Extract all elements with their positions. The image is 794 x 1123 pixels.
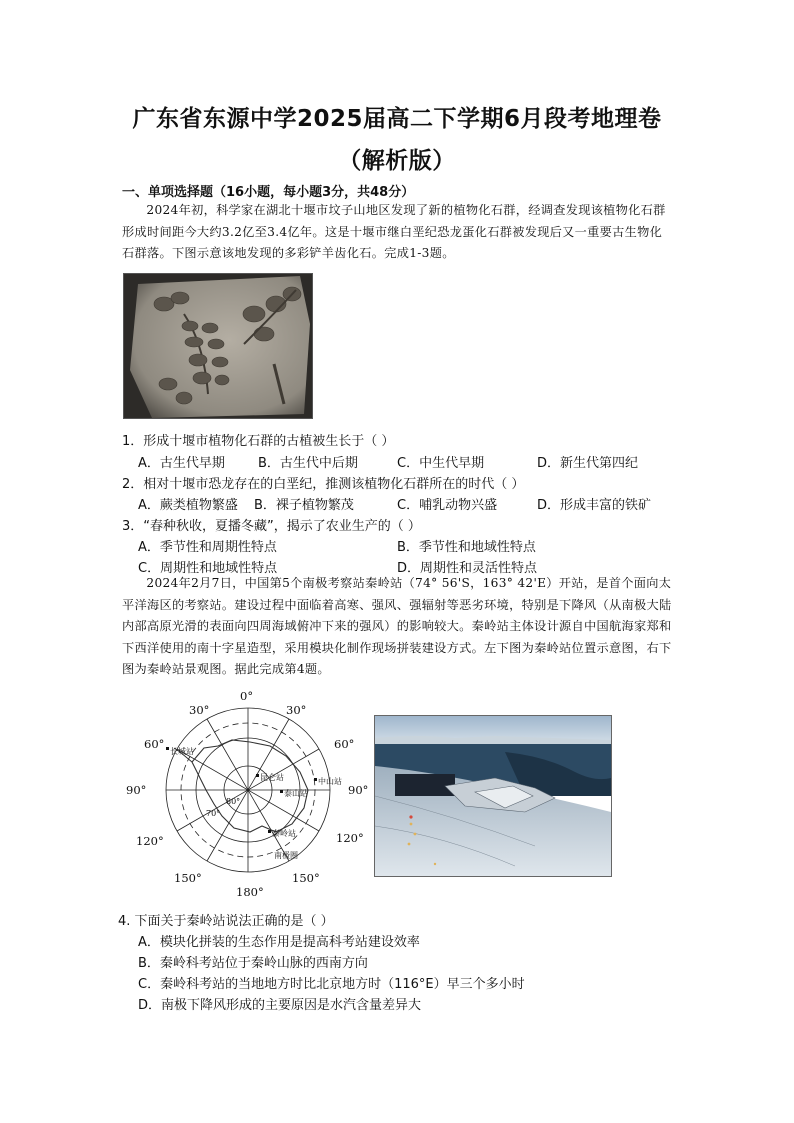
q3-option-c[interactable]: C．周期性和地域性特点: [138, 561, 278, 576]
lon-label-30e: 30°: [286, 703, 307, 717]
lon-label-90e: 90°: [348, 783, 369, 797]
lon-label-150w: 150°: [174, 871, 202, 885]
fern-fossil-image: [123, 273, 313, 419]
zhongshan-marker: [314, 778, 317, 781]
question-1: 1．形成十堰市植物化石群的古植被生长于（ ）: [122, 434, 395, 449]
lon-label-0: 0°: [240, 689, 254, 703]
question-3: 3．“春种秋收，夏播冬藏”，揭示了农业生产的（ ）: [122, 519, 421, 534]
q4-option-b[interactable]: B．秦岭科考站位于秦岭山脉的西南方向: [138, 956, 368, 971]
lon-label-180: 180°: [236, 885, 264, 898]
antarctic-circle-label: 南极圈: [274, 851, 298, 860]
lon-label-150e: 150°: [292, 871, 320, 885]
fossil-drawing: [124, 274, 312, 418]
qinling-station-photo: [374, 715, 612, 877]
polar-map-svg: [122, 686, 372, 898]
station-kunlun: 昆仑站: [260, 773, 284, 782]
q1-option-c[interactable]: C．中生代早期: [397, 456, 485, 471]
lon-label-120e: 120°: [336, 831, 364, 845]
lon-label-90w: 90°: [126, 783, 147, 797]
q3-option-a[interactable]: A．季节性和周期性特点: [138, 540, 277, 555]
q2-option-a[interactable]: A．蕨类植物繁盛: [138, 498, 238, 513]
qinling-marker: [268, 830, 271, 833]
qinling-station-location-map: [122, 686, 372, 898]
taishan-marker: [280, 790, 283, 793]
station-qinling: 秦岭站: [272, 829, 296, 838]
q1-option-b[interactable]: B．古生代中后期: [258, 456, 358, 471]
changcheng-marker: [166, 747, 169, 750]
section-heading: 一、单项选择题（16小题，每小题3分，共48分）: [122, 185, 415, 200]
lon-label-30w: 30°: [189, 703, 210, 717]
passage-1: 2024年初，科学家在湖北十堰市坟子山地区发现了新的植物化石群，经调查发现该植物化石群形成时间距今大约3.2亿至3.4亿年。这是十堰市继白垩纪恐龙蛋化石群被发现后又一重要古生物化石群落。下图示意该地发现的多彩铲羊齿化石。完成1-3题。: [122, 203, 666, 260]
station-scene-svg: [375, 716, 611, 876]
q2-option-c[interactable]: C．哺乳动物兴盛: [397, 498, 498, 513]
q1-option-d[interactable]: D．新生代第四纪: [537, 456, 639, 471]
lon-label-120w: 120°: [136, 834, 164, 848]
station-taishan: 泰山站: [284, 789, 308, 798]
lat-label-80: 80°: [226, 797, 241, 806]
passage-2: 2024年2月7日，中国第5个南极考察站秦岭站（74° 56'S，163° 42'E）开站，是首个面向太平洋海区的考察站。建设过程中面临着高寒、强风、强辐射等恶劣环境，特别是下降风（从南极大陆内部高原光滑的表面向四周海域俯冲下来的强风）的影响较大。秦岭站主体设计源自中国航海家郑和下西洋使用的南十字星造型，采用模块化制作现场拼装建设方式。左下图为秦岭站位置示意图，右下图为秦岭站景观图。据此完成第4题。: [122, 576, 672, 676]
q3-option-b[interactable]: B．季节性和地域性特点: [397, 540, 536, 555]
lat-label-70: 70°: [206, 809, 221, 818]
page-title: 广东省东源中学2025届高二下学期6月段考地理卷: [132, 106, 662, 132]
station-changcheng: 长城站: [170, 747, 194, 756]
lon-label-60w: 60°: [144, 737, 165, 751]
q3-option-d[interactable]: D．周期性和灵活性特点: [397, 561, 538, 576]
kunlun-marker: [256, 774, 259, 777]
q4-option-a[interactable]: A．模块化拼装的生态作用是提高科考站建设效率: [138, 935, 420, 950]
question-2: 2．相对十堰市恐龙存在的白垩纪，推测该植物化石群所在的时代（ ）: [122, 477, 525, 492]
q2-option-b[interactable]: B．裸子植物繁茂: [254, 498, 354, 513]
q1-option-a[interactable]: A．古生代早期: [138, 456, 225, 471]
station-zhongshan: 中山站: [318, 777, 342, 786]
q4-option-d[interactable]: D．南极下降风形成的主要原因是水汽含量差异大: [138, 998, 422, 1013]
lon-label-60e: 60°: [334, 737, 355, 751]
page-subtitle: （解析版）: [338, 148, 456, 174]
question-4: 4. 下面关于秦岭站说法正确的是（ ）: [118, 914, 334, 929]
q4-option-c[interactable]: C．秦岭科考站的当地地方时比北京地方时（116°E）早三个多小时: [138, 977, 525, 992]
q2-option-d[interactable]: D．形成丰富的铁矿: [537, 498, 652, 513]
